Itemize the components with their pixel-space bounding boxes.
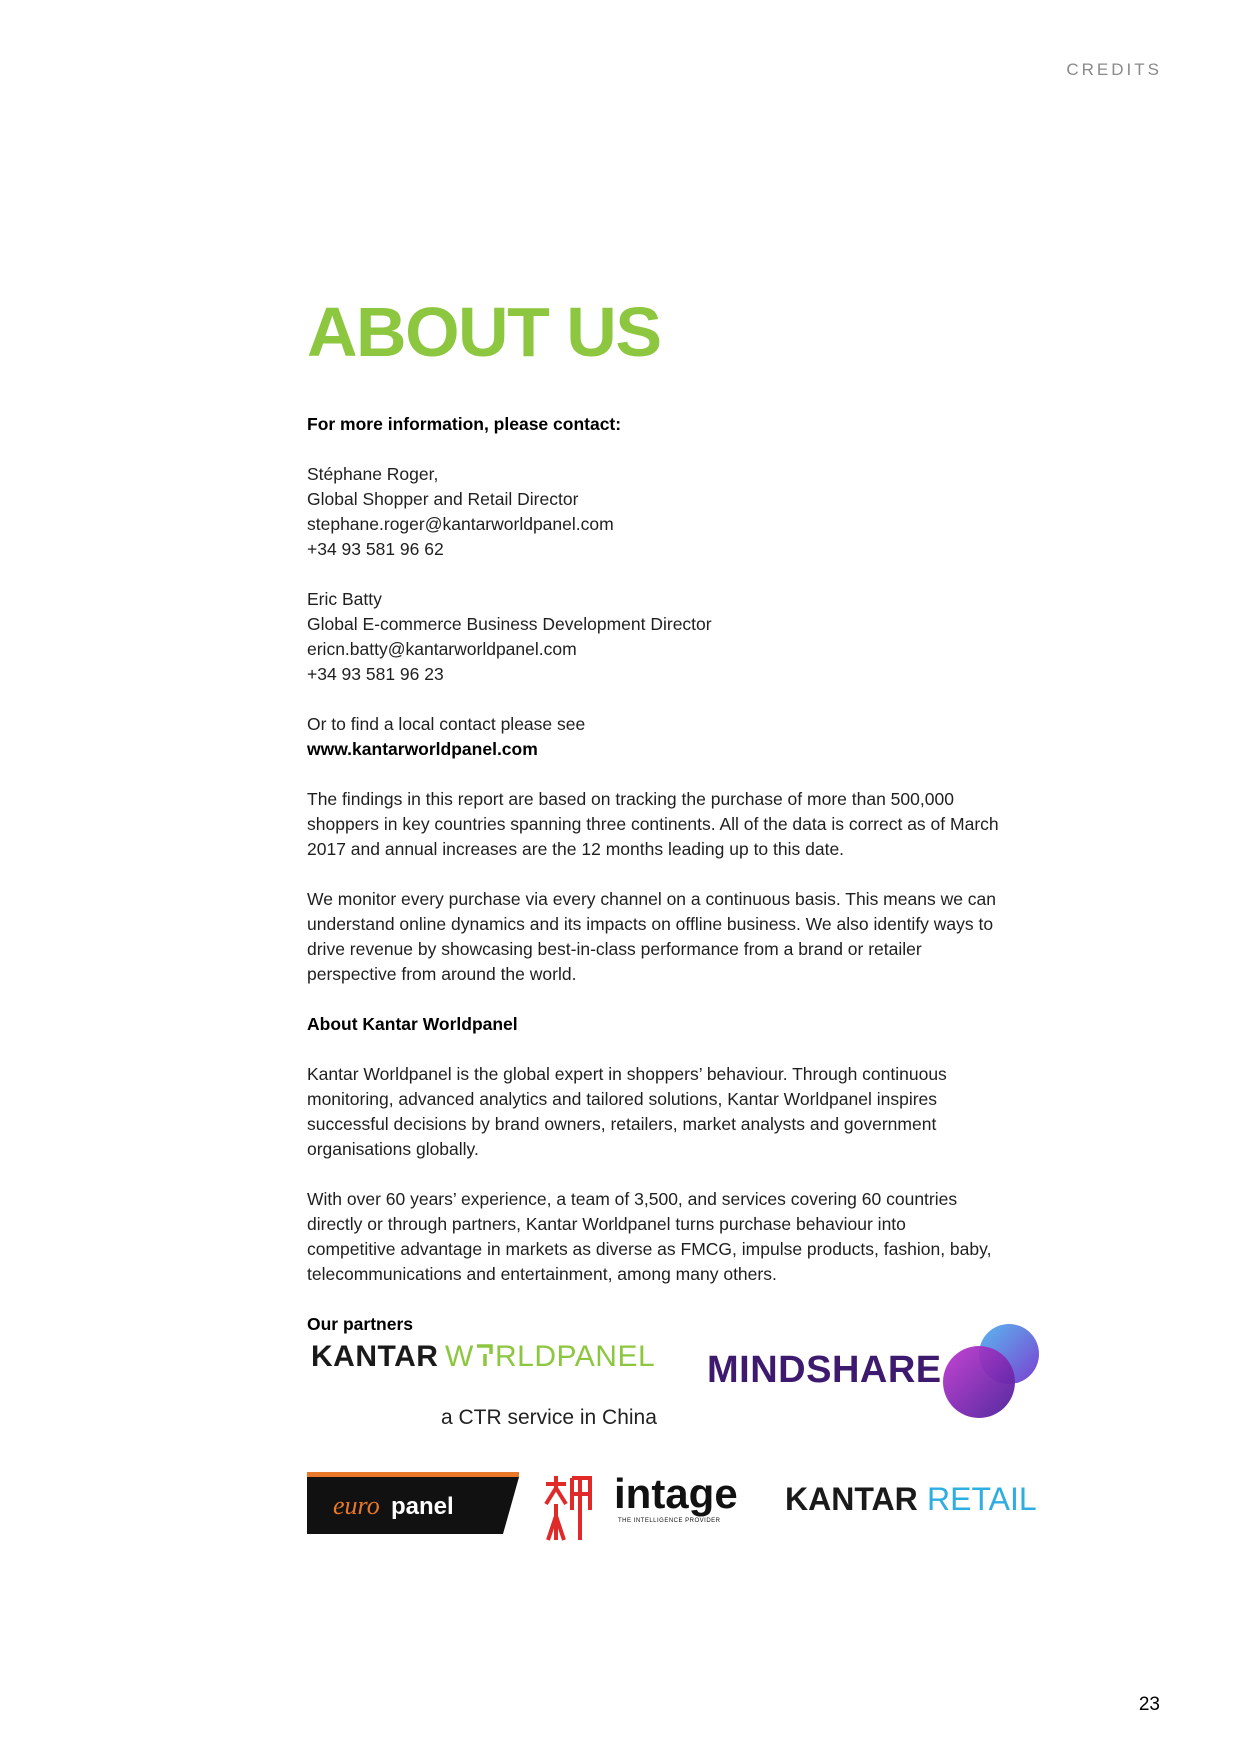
mindshare-logo	[707, 1322, 1047, 1422]
paragraph-line: With over 60 years’ experience, a team of 3,500, and services covering 60 countries	[307, 1189, 958, 1209]
contact-email[interactable]: stephane.roger@kantarworldpanel.com	[307, 514, 614, 534]
paragraph-line: directly or through partners, Kantar Worldpanel turns purchase behaviour into	[307, 1214, 906, 1234]
svg-text:RETAIL: RETAIL	[927, 1481, 1037, 1517]
contact-heading: For more information, please contact:	[307, 414, 622, 434]
contact-section	[307, 412, 1067, 1337]
contact-phone: +34 93 581 96 23	[307, 664, 444, 684]
contact-name: Stéphane Roger,	[307, 464, 439, 484]
section-label: CREDITS	[1066, 60, 1162, 79]
ctr-mark-icon	[542, 1470, 594, 1544]
local-contact-text: Or to find a local contact please see	[307, 714, 586, 734]
main-content	[307, 293, 1067, 1337]
svg-text:intage: intage	[614, 1470, 738, 1517]
paragraph-line: shoppers in key countries spanning three continents. All of the data is correct as of March	[307, 814, 999, 834]
findings-paragraph	[307, 787, 1067, 862]
svg-text:KANTAR: KANTAR	[311, 1340, 439, 1373]
paragraph-line: organisations globally.	[307, 1139, 479, 1159]
ctr-tagline	[441, 1406, 657, 1430]
intage-logo	[612, 1470, 767, 1534]
paragraph-line: understand online dynamics and its impacts on offline business. We also identify ways to	[307, 914, 994, 934]
svg-text:euro: euro	[333, 1491, 380, 1520]
contact-role: Global E-commerce Business Development Director	[307, 614, 712, 634]
experience-paragraph	[307, 1187, 1067, 1287]
paragraph-line: monitoring, advanced analytics and tailored solutions, Kantar Worldpanel inspires	[307, 1089, 938, 1109]
paragraph-line: drive revenue by showcasing best-in-class performance from a brand or retailer	[307, 939, 922, 959]
about-heading: About Kantar Worldpanel	[307, 1014, 518, 1034]
europanel-logo	[307, 1472, 519, 1534]
svg-text:THE INTELLIGENCE PROVIDER: THE INTELLIGENCE PROVIDER	[618, 1518, 721, 1524]
paragraph-line: telecommunications and entertainment, among many others.	[307, 1264, 777, 1284]
kantar-worldpanel-logo	[311, 1336, 671, 1376]
monitor-paragraph	[307, 887, 1067, 987]
paragraph-line: We monitor every purchase via every channel on a continuous basis. This means we can	[307, 889, 997, 909]
svg-text:MINDSHARE: MINDSHARE	[707, 1349, 942, 1391]
ctr-tagline-text: a CTR service in China	[441, 1406, 657, 1429]
paragraph-line: The findings in this report are based on tracking the purchase of more than 500,000	[307, 789, 954, 809]
svg-text:KANTAR: KANTAR	[785, 1481, 918, 1517]
svg-text:panel: panel	[391, 1493, 454, 1520]
paragraph-line: competitive advantage in markets as diverse as FMCG, impulse products, fashion, baby,	[307, 1239, 992, 1259]
contact-name: Eric Batty	[307, 589, 382, 609]
page-number: 23	[1138, 1694, 1160, 1715]
paragraph-line: 2017 and annual increases are the 12 months leading up to this date.	[307, 839, 845, 859]
svg-text:RLDPANEL: RLDPANEL	[495, 1340, 656, 1373]
kantar-retail-logo	[785, 1477, 1047, 1521]
paragraph-line: Kantar Worldpanel is the global expert in shoppers’ behaviour. Through continuous	[307, 1064, 947, 1084]
contact-phone: +34 93 581 96 62	[307, 539, 444, 559]
about-paragraph	[307, 1062, 1067, 1162]
partners-heading: Our partners	[307, 1314, 413, 1334]
paragraph-line: perspective from around the world.	[307, 964, 577, 984]
contact-card-2	[307, 587, 1067, 687]
contact-card-1	[307, 462, 1067, 562]
partner-logos	[307, 1322, 1047, 1552]
page-title: ABOUT US	[307, 293, 661, 371]
contact-role: Global Shopper and Retail Director	[307, 489, 579, 509]
svg-text:W: W	[445, 1340, 474, 1373]
paragraph-line: successful decisions by brand owners, retailers, market analysts and government	[307, 1114, 937, 1134]
website-link[interactable]: www.kantarworldpanel.com	[307, 739, 538, 759]
contact-email[interactable]: ericn.batty@kantarworldpanel.com	[307, 639, 577, 659]
